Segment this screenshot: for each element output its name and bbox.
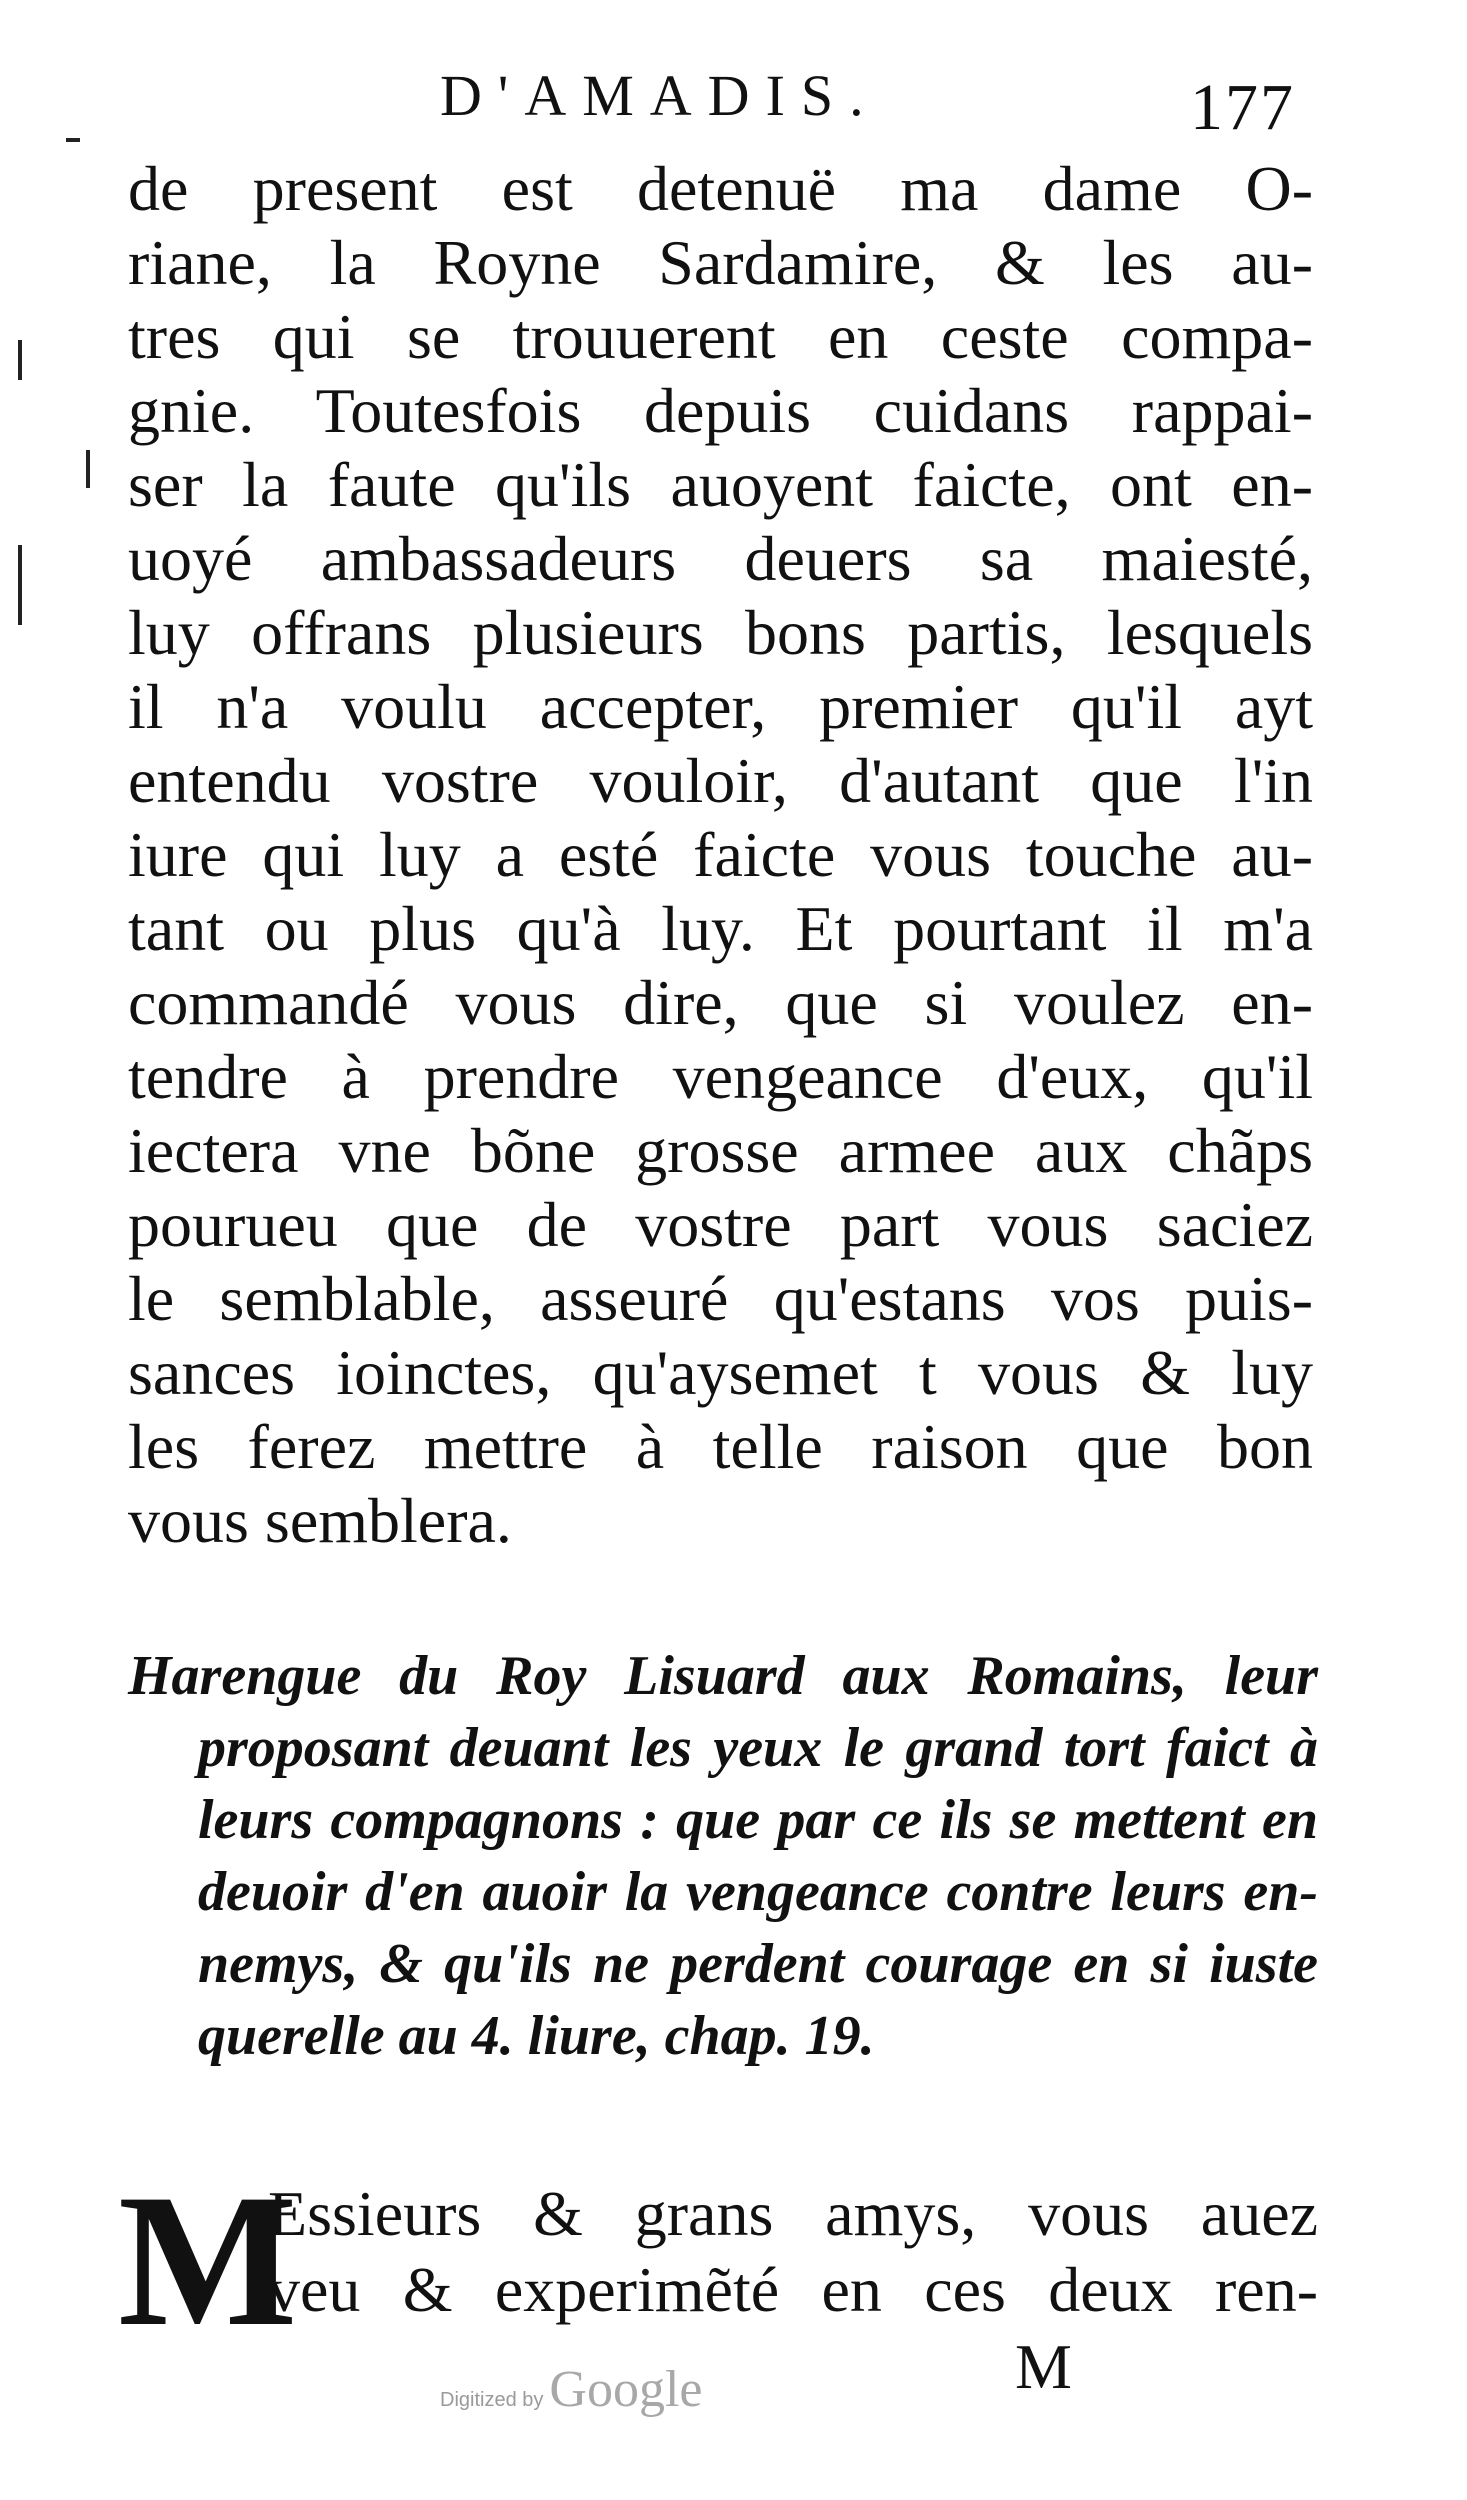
text-line: gnie. Toutesfois depuis cuidans rappai- <box>128 375 1313 446</box>
heading-line: deuoir d'en auoir la vengeance contre leurs en- <box>198 1861 1318 1923</box>
signature-mark: M <box>1015 2331 1072 2402</box>
text-line: iure qui luy a esté faicte vous touche au- <box>128 819 1313 890</box>
text-line: il n'a voulu accepter, premier qu'il ayt <box>128 671 1313 742</box>
text-line: les ferez mettre à telle raison que bon <box>128 1411 1313 1482</box>
heading-line: querelle au 4. liure, chap. 19. <box>198 2005 875 2067</box>
text-line: riane, la Royne Sardamire, & les au- <box>128 227 1313 298</box>
text-line: pourueu que de vostre part vous saciez <box>128 1189 1313 1260</box>
margin-tick <box>66 138 80 142</box>
text-line: commandé vous dire, que si voulez en- <box>128 967 1313 1038</box>
text-line: Essieurs & grans amys, vous auez <box>268 2178 1318 2249</box>
margin-tick <box>86 450 90 488</box>
text-line: tendre à prendre vengeance d'eux, qu'il <box>128 1041 1313 1112</box>
text-line: veu & experimẽté en ces deux ren- <box>268 2254 1318 2325</box>
heading-line: nemys, & qu'ils ne perdent courage en si iuste <box>198 1933 1318 1995</box>
digitized-label: Digitized by <box>440 2389 544 2411</box>
page-number: 177 <box>1190 71 1295 144</box>
heading-line: Harengue du Roy Lisuard aux Romains, leur <box>128 1645 1318 1707</box>
section-heading <box>128 1640 1318 2072</box>
text-line: iectera vne bõne grosse armee aux chãps <box>128 1115 1313 1186</box>
margin-tick <box>18 545 22 625</box>
text-line: uoyé ambassadeurs deuers sa maiesté, <box>128 523 1313 594</box>
text-line: le semblable, asseuré qu'estans vos puis- <box>128 1263 1313 1334</box>
margin-tick <box>18 340 22 380</box>
drop-cap: M <box>118 2156 298 2366</box>
heading-line: proposant deuant les yeux le grand tort faict à <box>198 1717 1318 1779</box>
text-line: vous semblera. <box>128 1485 512 1556</box>
running-head: D'AMADIS. <box>440 63 880 128</box>
text-line: entendu vostre vouloir, d'autant que l'in <box>128 745 1313 816</box>
heading-line: leurs compagnons : que par ce ils se mettent en <box>198 1789 1318 1851</box>
text-line: tant ou plus qu'à luy. Et pourtant il m'a <box>128 893 1313 964</box>
google-logo: Google <box>549 2361 703 2418</box>
text-line: sances ioinctes, qu'aysemet t vous & luy <box>128 1337 1313 1408</box>
text-line: de present est detenuë ma dame O- <box>128 153 1313 224</box>
digitized-watermark <box>440 2360 702 2430</box>
text-line: tres qui se trouuerent en ceste compa- <box>128 301 1313 372</box>
body-paragraph <box>128 152 1313 1558</box>
opening-paragraph <box>268 2176 1318 2328</box>
text-line: ser la faute qu'ils auoyent faicte, ont en- <box>128 449 1313 520</box>
text-line: luy offrans plusieurs bons partis, lesquels <box>128 597 1313 668</box>
